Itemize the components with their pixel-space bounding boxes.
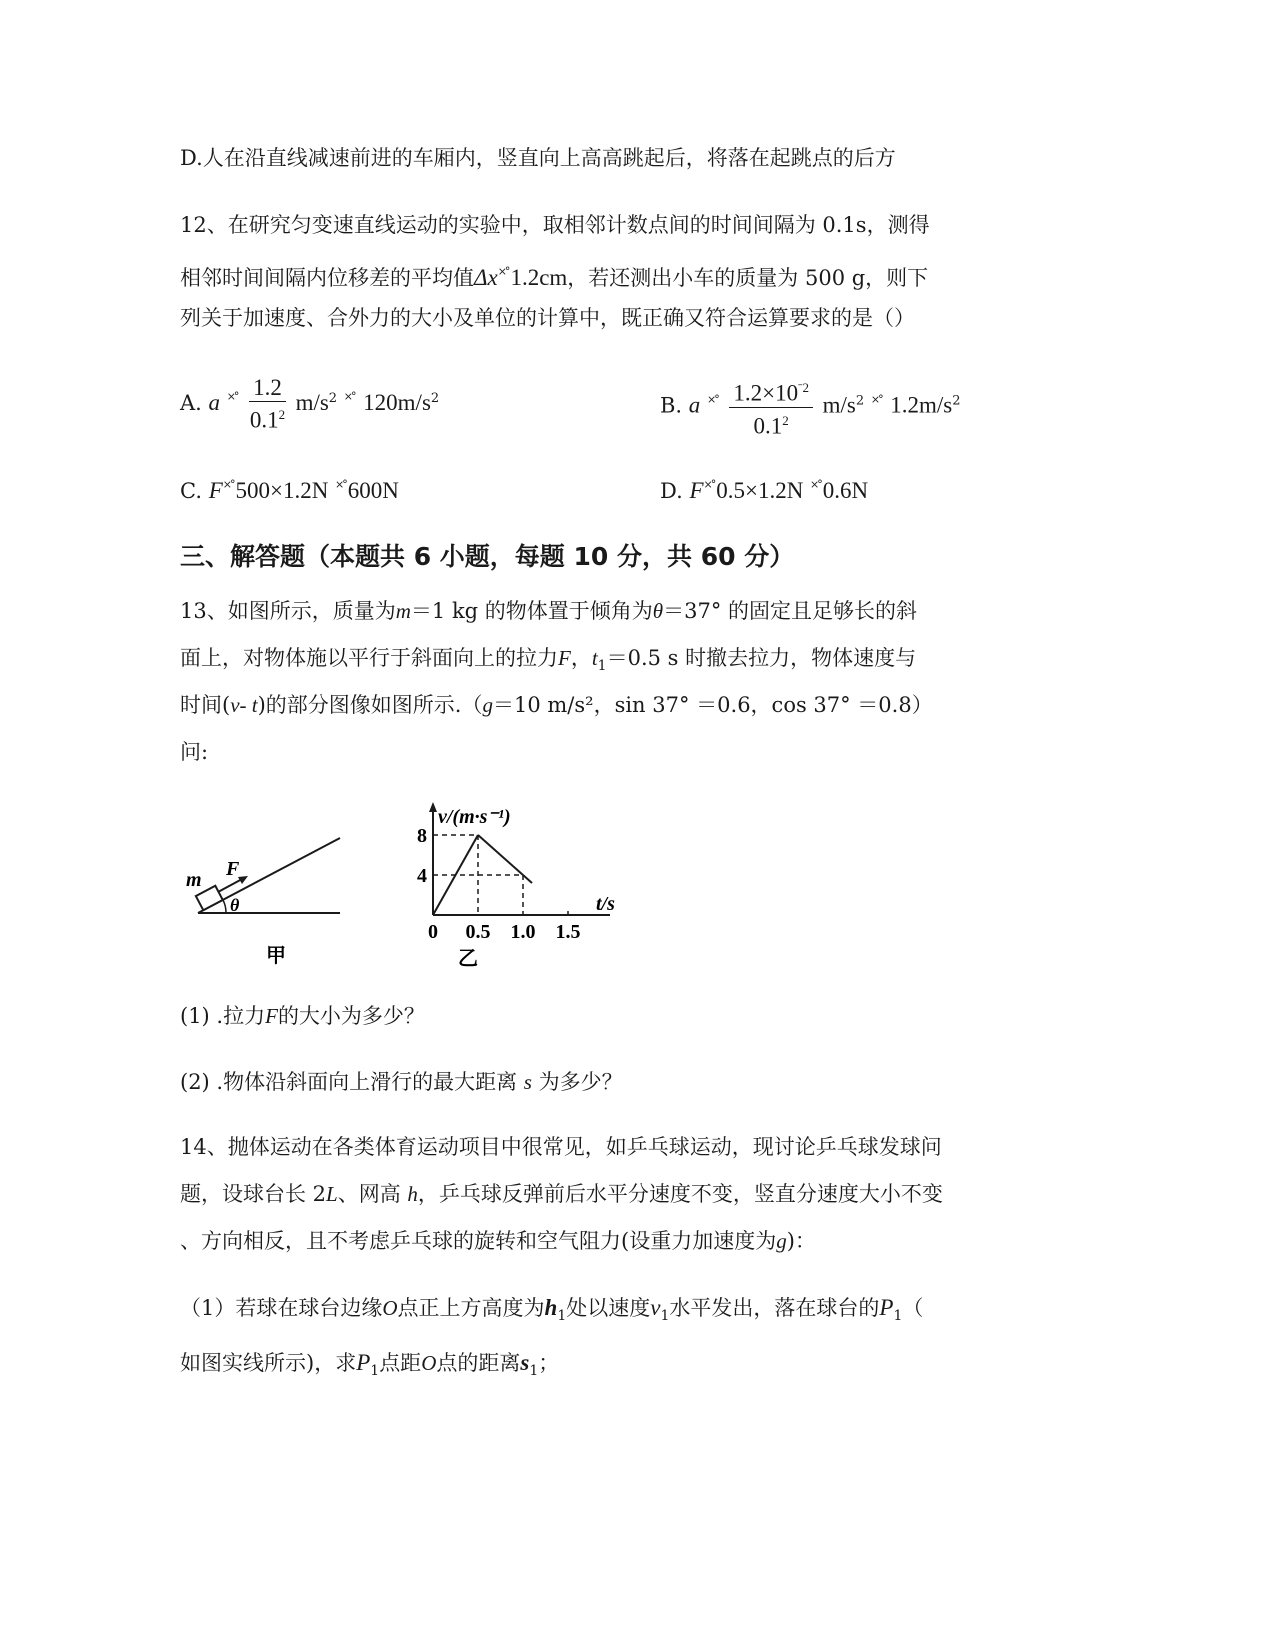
q13-mass-var: m [395,599,411,623]
option-a-label: A. [180,390,202,415]
q12-delta-value: 1.2cm [510,265,568,290]
option-a-result: 120m/s [363,389,431,415]
q13-sub2: (2) .物体沿斜面向上滑行的最大距离 s 为多少？ [180,1070,623,1094]
q14-v1-var: v [650,1295,661,1320]
q13-sub1-F: F [265,1004,278,1028]
option-a-denominator: 0.1 [249,407,279,433]
x-tick-label-0: 0 [428,921,438,943]
q12-line2: 相邻时间间隔内位移差的平均值Δx×°1.2cm，若还测出小车的质量为 500 g，则下 [180,265,929,290]
option-a-numerator: 1.2 [249,375,286,402]
series-segment-0-2 [523,875,532,883]
option-a-var: a [208,389,221,415]
option-d-label: D. [660,479,683,503]
q13-line2: 面上，对物体施以平行于斜面向上的拉力F，$t_1=0.5$ s 时撤去拉力，物体速度与 [180,646,917,675]
option-b-numerator: 1.2×10 [733,380,799,406]
option-c-var: F [208,478,223,503]
q12-line3: 列关于加速度、合外力的大小及单位的计算中，既正确又符合运算要求的是（） [180,306,915,330]
y-axis-arrow [429,802,437,812]
section-3-heading: 三、解答题（本题共 6 小题，每题 10 分，共 60 分） [180,542,795,571]
q13-force-var: F [558,646,571,670]
x-tick-label-2: 1.0 [510,921,536,943]
q14-g-var: g [776,1229,787,1253]
option-d-result: 0.6N [822,478,869,503]
option-b-result: 1.2m/s [890,392,953,418]
q12-line2-post: ，若还测出小车的质量为 500 g，则下 [567,266,929,290]
option-b-var: a [688,392,701,418]
option-b-label: B. [660,393,683,418]
q13-sub2-s: s [523,1070,532,1094]
y-tick-label-0: 8 [417,825,427,847]
option-d-var: F [689,478,704,503]
option-b-exponent: 2 [802,380,809,395]
q13-g-var: g [482,693,493,717]
angle-arc [223,900,226,913]
q14-P1-var: P [879,1295,894,1320]
mass-label: m [186,869,202,891]
q11-option-d: D.人在沿直线减速前进的车厢内，竖直向上高高跳起后，将落在起跳点的后方 [180,146,896,170]
q12-option-d: D. F×°0.5×1.2N ×°0.6N [660,478,869,503]
q14-line4: （1）若球在球台边缘O点正上方高度为$h_1$处以速度$v_1$水平发出，落在球台的$P_1$（ [180,1295,924,1325]
q14-L-var: L [326,1182,338,1206]
theta-label: θ [230,895,240,915]
q14-line1: 14、抛体运动在各类体育运动项目中很常见，如乒乓球运动，现讨论乒乓球发球问 [180,1135,942,1159]
y-tick-label-1: 4 [417,865,427,887]
q12-line2-pre: 相邻时间间隔内位移差的平均值 [180,266,474,290]
y-axis-label: v/(m·s⁻¹) [438,806,511,828]
q14-line3: 、方向相反，且不考虑乒乓球的旋转和空气阻力(设重力加速度为g)： [180,1229,816,1253]
fig-caption-jia: 甲 [266,945,286,967]
q12-option-b: B. a ×° $\frac{1.2\times 10^{ˉ2}}{0.1^2}$ $m/s^2$ ×° $1.2m/s^2$ [660,375,961,439]
option-c-label: C. [180,479,202,503]
option-b-unit: m/s [822,392,856,418]
q14-O-var-2: O [421,1351,437,1375]
q12-line1: 12、在研究匀变速直线运动的实验中，取相邻计数点间的时间间隔为 0.1s，测得 [180,213,930,237]
option-a-fraction: $\frac{1.2}{0.1^2}$ [249,375,286,433]
q13-sub1: (1) .拉力F的大小为多少？ [180,1004,425,1028]
q12-delta-x: Δx [474,265,498,290]
x-axis-label: t/s [596,893,615,915]
option-d-expr: 0.5×1.2N [716,478,804,503]
option-a-unit: m/s [295,389,329,415]
option-c-expr: 500×1.2N [235,478,329,503]
q12-option-a: A. a ×° $\frac{1.2}{0.1^2}$ $m/s^2$ ×° $120m/s^2$ [180,375,440,433]
q13-line3: 时间(v- t)的部分图像如图所示.（g＝10 m/s²，sin 37° ＝0.6，cos 37° ＝0.8） [180,693,933,717]
incline-figure [180,820,370,970]
series-segment-0-1 [478,835,523,875]
force-label: F [226,858,240,880]
fig-caption-yi: 乙 [458,948,478,970]
q13-line1: 13、如图所示，质量为m＝1 kg 的物体置于倾角为θ＝37° 的固定且足够长的斜 [180,599,918,623]
q13-vt-var: v- t [230,693,258,717]
x-tick-label-3: 1.5 [555,921,581,943]
q14-O-var: O [382,1296,398,1320]
q14-line5: 如图实线所示)，求$P_1$点距O点的距离$s_1$； [180,1350,560,1380]
option-c-result: 600N [347,478,399,503]
q14-h1-var: h [544,1295,558,1320]
q14-s1-var: s [520,1350,530,1375]
q14-P1-var-2: P [356,1350,371,1375]
q13-line4: 问: [180,740,209,764]
option-b-denominator: 0.1 [753,413,783,439]
q14-line2: 题，设球台长 2L、网高 h，乒乓球反弹前后水平分速度不变，竖直分速度大小不变 [180,1182,943,1206]
q14-h-var: h [407,1182,418,1206]
option-b-fraction: $\frac{1.2\times 10^{ˉ2}}{0.1^2}$ [729,375,813,439]
q13-time-var: t [591,646,598,670]
vt-chart [400,800,640,970]
x-tick-label-1: 0.5 [465,921,491,943]
q12-option-c: C. F×°500×1.2N ×°600N [180,478,399,503]
q13-theta-var: θ [652,599,664,623]
